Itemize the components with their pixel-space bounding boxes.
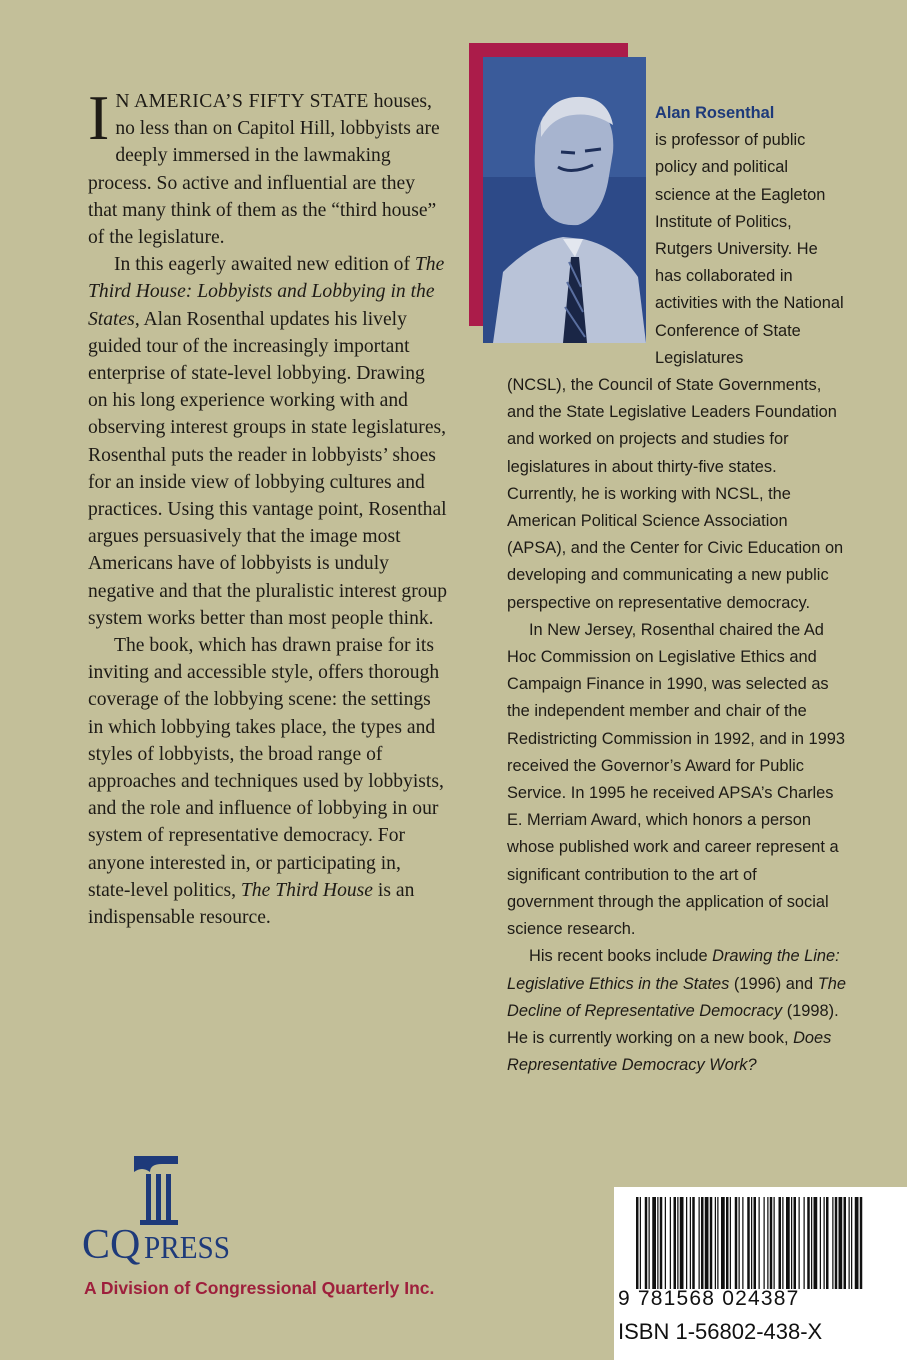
barcode-bar bbox=[657, 1197, 658, 1289]
bio-paragraph-2: In New Jersey, Rosenthal chaired the Ad Hoc Commission on Legislative Ethics and Campaign Finance in 1990, was selected as the independent member and chair of the Redistricting Commission in 1992, and in 1993 received the Governor’s Award for Public Service. In 1995 he received APSA’s Charles E. Merriam Award, which honors a person whose published work and career represent a significant contribution to the art of government through the application of social science research. bbox=[507, 620, 846, 939]
barcode-bar bbox=[782, 1197, 783, 1289]
barcode-bar bbox=[851, 1197, 852, 1289]
barcode-bar bbox=[721, 1197, 725, 1289]
barcode-bars bbox=[632, 1197, 864, 1293]
barcode-bar bbox=[739, 1197, 740, 1289]
description-paragraph-3: The book, which has drawn praise for its inviting and accessible style, offers thorough coverage of the lobbying scene: the settings in which lobbying takes place, the types and styles of lobbyists, the broad range of approaches and techniques used by lobbyists, and the role and influence of lobbying in our system of representative democracy. For anyone interested in, or participating in, state-level politics, The Third House is an indispensable resource. bbox=[88, 635, 444, 929]
barcode-bar bbox=[764, 1197, 765, 1289]
barcode-bar bbox=[835, 1197, 838, 1289]
book-title-short: The Third House bbox=[240, 879, 373, 901]
barcode-bar bbox=[826, 1197, 829, 1289]
barcode-bar bbox=[686, 1197, 687, 1289]
logo-cq-text: CQ bbox=[82, 1222, 141, 1268]
barcode-bar bbox=[649, 1197, 650, 1289]
barcode-bar bbox=[814, 1197, 818, 1289]
description-paragraph-2: In this eagerly awaited new edition of The Third House: Lobbyists and Lobbying in the States, Alan Rosenthal updates his lively guided tour of the increasingly important enterprise of state-level lobbying. Drawing on his long experience working with and observing interest groups in state legislatures, Rosenthal puts the reader in lobbyists’ shoes for an inside view of lobbying cultures and practices. Using this vantage point, Rosenthal argues persuasively that the image most Americans have of lobbyists is unduly negative and that the pluralistic interest group system works better than most people think. bbox=[88, 254, 448, 629]
barcode-bar bbox=[774, 1197, 775, 1289]
barcode-bar bbox=[824, 1197, 825, 1289]
barcode-bar bbox=[717, 1197, 718, 1289]
barcode-bar bbox=[645, 1197, 648, 1289]
barcode-bar bbox=[699, 1197, 700, 1289]
bio-paragraph-3: His recent books include Drawing the Line: Legislative Ethics in the States (1996) and The Decline of Representative Democracy (1998). He is currently working on a new book, Does Representative Democracy Work? bbox=[507, 947, 846, 1075]
logo-press-text: PRESS bbox=[144, 1229, 230, 1265]
bio-paragraph-1a: Alan Rosenthal is professor of public policy and political science at the Eagleton Institute of Politics, Rutgers University. He has collaborated in activities with the National Conference of State Legislatures bbox=[655, 104, 844, 367]
barcode-bar bbox=[660, 1197, 663, 1289]
barcode-bar bbox=[730, 1197, 731, 1289]
barcode-bar bbox=[855, 1197, 859, 1289]
barcode-bar bbox=[747, 1197, 750, 1289]
barcode-bar bbox=[860, 1197, 863, 1289]
barcode-bar bbox=[820, 1197, 821, 1289]
barcode-bar bbox=[751, 1197, 752, 1289]
barcode-bar bbox=[786, 1197, 790, 1289]
barcode-bar bbox=[715, 1197, 716, 1289]
barcode-bar bbox=[670, 1197, 671, 1289]
cq-press-logo bbox=[82, 1150, 282, 1270]
barcode-bar bbox=[665, 1197, 666, 1289]
barcode-bar bbox=[770, 1197, 773, 1289]
barcode-bar bbox=[726, 1197, 729, 1289]
barcode-bar bbox=[677, 1197, 678, 1289]
barcode-bar bbox=[640, 1197, 641, 1289]
barcode-bar bbox=[779, 1197, 782, 1289]
barcode-bar bbox=[794, 1197, 797, 1289]
barcode-bar bbox=[710, 1197, 713, 1289]
barcode-bar bbox=[844, 1197, 847, 1289]
publisher-division: A Division of Congressional Quarterly Inc. bbox=[84, 1278, 435, 1298]
barcode-bar bbox=[705, 1197, 709, 1289]
barcode-bar bbox=[674, 1197, 677, 1289]
barcode-bar bbox=[652, 1197, 656, 1289]
barcode-bar bbox=[690, 1197, 691, 1289]
barcode-bar bbox=[735, 1197, 738, 1289]
author-bio bbox=[507, 100, 847, 1079]
barcode-bar bbox=[759, 1197, 760, 1289]
barcode-bar bbox=[742, 1197, 743, 1289]
description-paragraph-1: I N AMERICA’S FIFTY STATE houses, no less than on Capitol Hill, lobbyists are deeply immersed in the lawmaking process. So active and influential are they that many think of them as the “third house” of the legislature. bbox=[88, 82, 440, 249]
barcode-bar bbox=[680, 1197, 684, 1289]
barcode-bar bbox=[701, 1197, 704, 1289]
barcode-bar bbox=[807, 1197, 810, 1289]
barcode-bar bbox=[791, 1197, 792, 1289]
bio-paragraph-1b: (NCSL), the Council of State Governments, and the State Legislative Leaders Foundation and worked on projects and studies for legislatures in about thirty-five states. Currently, he is working with NCSL, the American Political Science Association (APSA), and the Center for Civic Education on developing and communicating a new public perspective on representative democracy. bbox=[507, 376, 844, 612]
drop-cap: I bbox=[88, 82, 110, 153]
author-name: Alan Rosenthal bbox=[655, 104, 775, 122]
barcode-bar bbox=[804, 1197, 805, 1289]
barcode-bar bbox=[849, 1197, 850, 1289]
barcode-bar bbox=[799, 1197, 800, 1289]
barcode-bar bbox=[754, 1197, 757, 1289]
barcode-bar bbox=[832, 1197, 833, 1289]
barcode-bar bbox=[692, 1197, 695, 1289]
book-description bbox=[88, 82, 448, 931]
barcode-bar bbox=[767, 1197, 768, 1289]
barcode-number: 9 781568 024387 bbox=[618, 1287, 800, 1310]
isbn-label: ISBN 1-56802-438-X bbox=[618, 1319, 823, 1344]
book-title: The Third House: Lobbyists and Lobbying in the States bbox=[88, 254, 445, 330]
barcode-bar bbox=[811, 1197, 812, 1289]
barcode-bar bbox=[839, 1197, 843, 1289]
barcode-bar bbox=[636, 1197, 639, 1289]
